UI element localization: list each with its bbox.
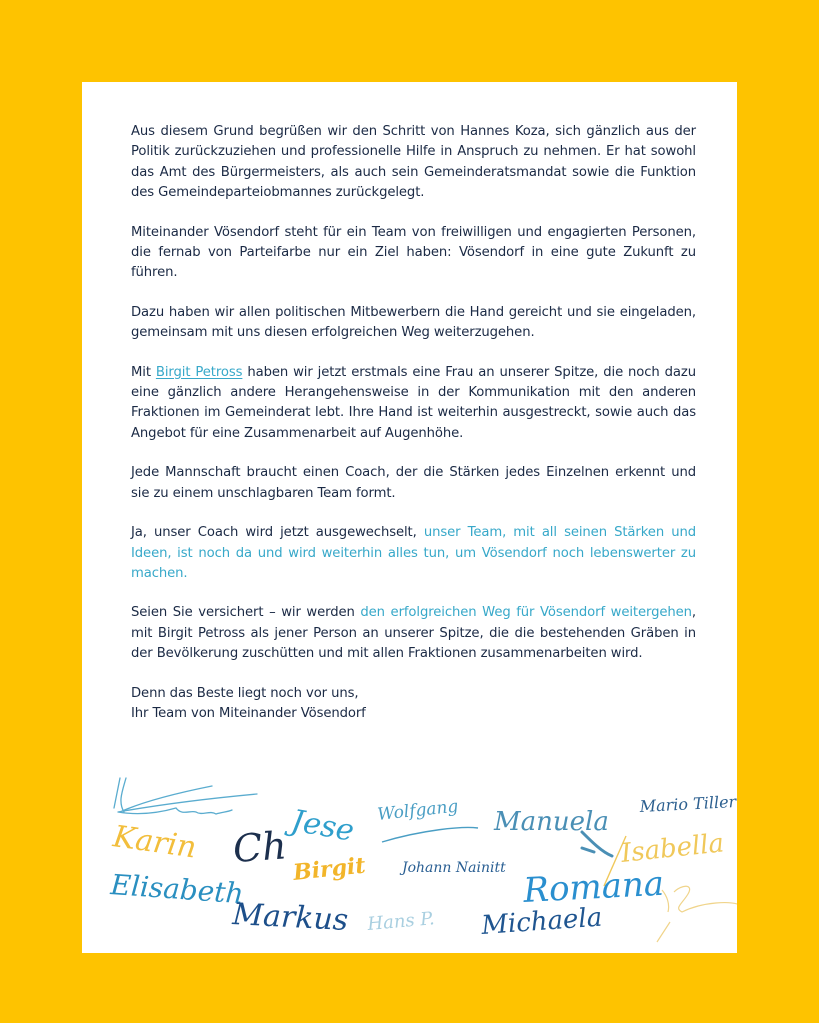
signature-hans-p: Hans P. bbox=[366, 908, 436, 935]
paragraph-2: Miteinander Vösendorf steht für ein Team von freiwilligen und engagierten Personen, die fernab von Parteifarbe nur ein Ziel haben: Vösendorf in eine gute Zukunft zu führen. bbox=[131, 224, 696, 281]
signature-scribble-top-left bbox=[114, 778, 257, 814]
letter-panel bbox=[82, 82, 737, 953]
paragraph-4-text-a: Mit bbox=[131, 364, 156, 380]
signature-johann-nainitt: Johann Nainitt bbox=[402, 860, 506, 876]
paragraph-4 bbox=[131, 363, 696, 445]
signature-ch: Ch bbox=[231, 823, 289, 871]
signature-michaela: Michaela bbox=[480, 902, 604, 941]
signature-jese: Jese bbox=[288, 803, 357, 849]
signature-scribble-bottom-right bbox=[657, 886, 737, 942]
signature-birgit: Birgit bbox=[291, 852, 367, 886]
paragraph-1: Aus diesem Grund begrüßen wir den Schritt von Hannes Koza, sich gänzlich aus der Politik zurückzuziehen und professionelle Hilfe in Anspruch zu nehmen. Er hat sowohl das Amt des Bürgermeisters, als auch sein Gemeinderatsmandat sowie die Funktion des Gemeindeparteiobmannes zurückgelegt. bbox=[131, 124, 696, 201]
signature-wolfgang-underline bbox=[382, 828, 478, 842]
paragraph-6-text: Ja, unser Coach wird jetzt ausgewechselt, bbox=[131, 525, 424, 541]
paragraph-7 bbox=[131, 603, 696, 664]
signatures-area bbox=[82, 772, 737, 953]
signatures-svg bbox=[82, 772, 737, 953]
signature-mario-tiller: Mario Tiller bbox=[639, 791, 737, 816]
signature-wolfgang: Wolfgang bbox=[376, 796, 460, 825]
paragraph-6-highlight: unser Team, mit all seinen Stärken und Ideen, ist noch da und wird weiterhin alles tun, um Vösendorf noch lebenswerter zu machen. bbox=[131, 525, 696, 581]
paragraph-7-highlight: den erfolgreichen Weg für Vösendorf weitergehen bbox=[360, 605, 692, 621]
paragraph-7-text-a: Seien Sie versichert – wir werden bbox=[131, 605, 361, 621]
paragraph-4-text-b: haben wir jetzt erstmals eine Frau an unserer Spitze, die noch dazu eine gänzlich andere Herangehensweise in der Kommunikation mit den anderen Fraktionen im Gemeinderat lebt. Ihre Hand ist weiterhin ausgestreckt, sowie auch das Angebot für eine Zusammenarbeit auf Augenhöhe. bbox=[131, 364, 696, 441]
closing-line-1: Denn das Beste liegt noch vor uns, bbox=[131, 685, 359, 701]
closing-line-2: Ihr Team von Miteinander Vösendorf bbox=[131, 705, 366, 721]
signature-romana: Romana bbox=[522, 863, 666, 911]
signature-elisabeth: Elisabeth bbox=[109, 868, 245, 911]
paragraph-5: Jede Mannschaft braucht einen Coach, der die Stärken jedes Einzelnen erkennt und sie zu einem unschlagbaren Team formt. bbox=[131, 465, 696, 501]
signature-karin: Karin bbox=[110, 819, 199, 866]
signature-markus: Markus bbox=[231, 897, 350, 939]
birgit-petross-link[interactable]: Birgit Petross bbox=[155, 364, 243, 380]
letter-body bbox=[131, 122, 696, 724]
paragraph-3: Dazu haben wir allen politischen Mitbewerbern die Hand gereicht und sie eingeladen, gemeinsam mit uns diesen erfolgreichen Weg weiterzugehen. bbox=[131, 304, 696, 341]
paragraph-7-text-b: , mit Birgit Petross als jener Person an unserer Spitze, die die bestehenden Gräben in der Bevölkerung zuschütten und mit allen Fraktionen zusammenarbeiten wird. bbox=[131, 605, 696, 662]
paragraph-6 bbox=[131, 523, 696, 584]
signature-manuela: Manuela bbox=[494, 807, 609, 837]
signature-isabella: Isabella bbox=[619, 828, 726, 869]
